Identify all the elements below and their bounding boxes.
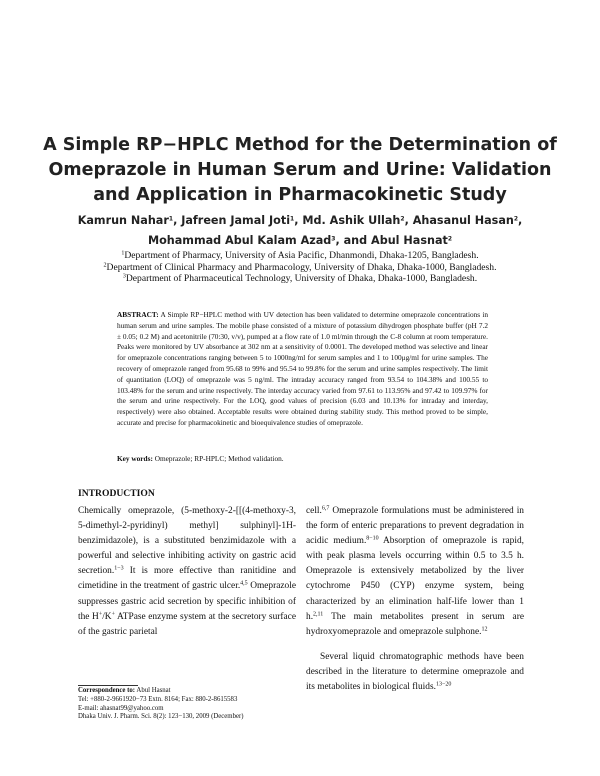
author-name: Md. Ashik Ullah — [302, 214, 401, 227]
author-affiliation-mark: 2 — [447, 235, 453, 243]
abstract-text: A Simple RP−HPLC method with UV detection has been validated to determine omeprazole concentrations in human serum and urine samples. The mobile phase consisted of a mixture of potassium dihydrogen phosphate buffer (pH 7.2 ± 0.05; 0.2 M) and acetonitrile (70:30, v/v), pumped at a flow rate of 1.0 ml/min through the C-8 column at room temperature. Peaks were monitored by UV absorbance at 302 nm at a sensitivity of 0.0001. The developed method was selective and linear for omeprazole concentrations ranging between 5 to 1000ng/ml for serum samples and 1 to 100μg/ml for urine samples. The recovery of omeprazole ranged from 95.68 to 99% and 95.54 to 99.8% for the serum and urine samples respectively. The limit of quantitation (LOQ) of omeprazole was 5 ng/ml. The intraday accuracy ranged from 93.54 to 104.38% and 100.55 to 103.48% for the serum and urine respectively. The interday accuracy varied from 97.61 to 113.95% and 97.42 to 109.97% for the serum and urine respectively. For the LOQ, good values of precision (6.03 and 10.13% for intraday and interday, respectively) were also obtained. Acceptable results were obtained during stability study. This method proved to be simple, accurate and precise for pharmacokinetic and bioequivalence studies of omeprazole. — [117, 310, 488, 427]
keywords — [117, 454, 488, 464]
paper-title: A Simple RP−HPLC Method for the Determination of Omeprazole in Human Serum and Urine: Validation and Application in Pharmacokinetic Study — [43, 135, 557, 205]
author-name: Abul Hasnat — [371, 234, 448, 247]
footnote-divider — [78, 685, 138, 686]
keywords-label: Key words: — [117, 454, 153, 463]
intro-right-column — [306, 504, 524, 695]
affiliation-list — [40, 250, 560, 285]
author-name: Kamrun Nahar — [77, 214, 169, 227]
correspondence-label: Correspondence to: — [78, 687, 136, 694]
author-affiliation-mark: 1 — [290, 215, 295, 223]
author-name: Mohammad Abul Kalam Azad — [147, 234, 332, 247]
section-heading-introduction: INTRODUCTION — [78, 488, 155, 499]
affiliation-line: $^3$Department of Pharmaceutical Technology, University of Dhaka, Dhaka-1000, Bangladesh. — [122, 273, 478, 285]
abstract-label: ABSTRACT: — [117, 310, 159, 319]
correspondence-block — [78, 687, 296, 713]
keywords-text: Omeprazole; RP-HPLC; Method validation. — [154, 454, 284, 463]
correspondence-tel: Tel: +880-2-9661920−73 Extn. 8164; Fax: 880-2-8615583 — [78, 695, 238, 703]
abstract — [117, 310, 488, 429]
affiliation-line: $^1$Department of Pharmacy, University of Asia Pacific, Dhanmondi, Dhaka-1205, Bangladesh. — [121, 250, 479, 261]
author-name: Ahasanul Hasan — [412, 214, 514, 227]
correspondence-name: Abul Hasnat — [136, 687, 171, 694]
intro-paragraph: cell.$^{6,7}$ Omeprazole formulations must be administered in the form of enteric preparations to prevent degradation in acidic medium.$^{8-10}$ Absorption of omeprazole is rapid, with peak plasma levels occurring within 0.5 to 3.5 h. Omeprazole is extensively metabolized by the liver cytochrome P450 (CYP) enzyme system, being characterized by an elimination half-life lower than 1 h.$^{2,11}$ The main metabolites present in serum are hydroxyomeprazole and omeprazole sulphone.$^{12}$ — [306, 505, 524, 637]
author-affiliation-mark: 1 — [168, 215, 174, 223]
author-affiliation-mark: 2 — [400, 215, 405, 223]
intro-paragraph: Chemically omeprazole, (5-methoxy-2-[[(4-methoxy-3, 5-dimethyl-2-pyridinyl) methyl] sulphinyl]-1H-benzimidazole), is a substituted benzimidazole with a powerful and selective inhibiting activity on gastric acid secretion.$^{1-3}$ It is more effective than ranitidine and cimetidine in the treatment of gastric ulcer.$^{4,5}$ Omeprazole suppresses gastric acid secretion by specific inhibition of the H+/K+ ATPase enzyme system at the secretory surface of the gastric parietal — [78, 506, 296, 637]
citation: 6,7 — [321, 505, 330, 512]
citation: 2,11 — [313, 611, 324, 618]
author-name: Jafreen Jamal Joti — [181, 214, 291, 227]
citation: 12 — [481, 626, 488, 633]
citation: 8−10 — [366, 535, 379, 542]
correspondence-email: E-mail: ahasnat99@yahoo.com — [78, 704, 164, 712]
intro-left-column — [78, 504, 296, 640]
citation: 13−20 — [435, 681, 452, 688]
affiliation-line: $^2$Department of Clinical Pharmacy and Pharmacology, University of Dhaka, Dhaka-1000, Bangladesh. — [103, 261, 497, 273]
author-affiliation-mark: 2 — [513, 215, 519, 223]
author-affiliation-mark: 3 — [331, 235, 336, 243]
journal-citation: Dhaka Univ. J. Pharm. Sci. 8(2): 123−130, 2009 (December) — [78, 713, 244, 720]
intro-paragraph: Several liquid chromatographic methods have been described in the literature to determine omeprazole and its metabolites in biological fluids.$^{13-20}$ — [306, 651, 524, 693]
citation: 1−3 — [114, 565, 124, 572]
author-list: Kamrun Nahar$^1$, Jafreen Jamal Joti$^1$, Md. Ashik Ullah$^2$, Ahasanul Hasan$^2$, Mohammad Abul Kalam Azad$^3$, and Abul Hasnat$^2$ — [77, 214, 523, 247]
citation: 4,5 — [240, 580, 248, 587]
